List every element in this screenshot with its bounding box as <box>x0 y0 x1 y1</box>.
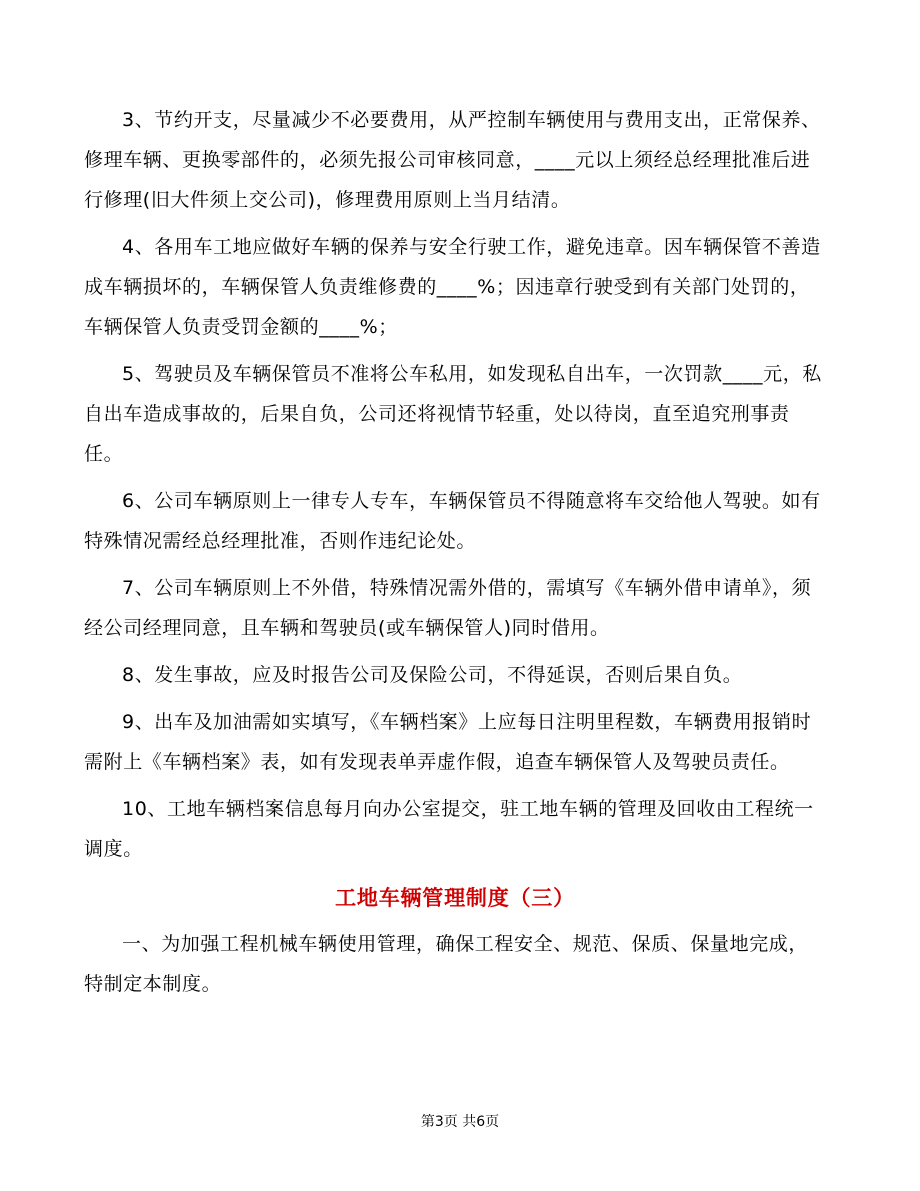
document-body <box>84 100 826 1011</box>
paragraph-item-3: 3、节约开支，尽量减少不必要费用，从严控制车辆使用与费用支出，正常保养、修理车辆、更换零部件的，必须先报公司审核同意，____元以上须经总经理批准后进行修理(旧大件须上交公司)，修理费用原则上当月结清。 <box>84 109 821 211</box>
paragraph-item-4: 4、各用车工地应做好车辆的保养与安全行驶工作，避免违章。因车辆保管不善造成车辆损坏的，车辆保管人负责维修费的____%；因违章行驶受到有关部门处罚的，车辆保管人负责受罚金额的____%； <box>84 236 821 338</box>
paragraph-item-9: 9、出车及加油需如实填写，《车辆档案》上应每日注明里程数，车辆费用报销时需附上《车辆档案》表，如有发现表单弄虚作假，追查车辆保管人及驾驶员责任。 <box>84 711 812 773</box>
paragraph-item-7: 7、公司车辆原则上不外借，特殊情况需外借的，需填写《车辆外借申请单》，须经公司经理同意，且车辆和驾驶员(或车辆保管人)同时借用。 <box>84 577 812 639</box>
paragraph-item-8: 8、发生事故，应及时报告公司及保险公司，不得延误，否则后果自负。 <box>122 664 743 686</box>
paragraph-item-6: 6、公司车辆原则上一律专人专车，车辆保管员不得随意将车交给他人驾驶。如有特殊情况需经总经理批准，否则作违纪论处。 <box>84 490 821 552</box>
paragraph-item-5: 5、驾驶员及车辆保管员不准将公车私用，如发现私自出车，一次罚款____元，私自出车造成事故的，后果自负，公司还将视情节轻重，处以待岗，直至追究刑事责任。 <box>84 363 822 465</box>
section-title: 工地车辆管理制度（三） <box>335 886 575 910</box>
paragraph-item-section-1: 一、为加强工程机械车辆使用管理，确保工程安全、规范、保质、保量地完成，特制定本制度。 <box>84 933 809 995</box>
page-number-footer: 第3页 共6页 <box>420 1114 500 1130</box>
paragraph-item-10: 10、工地车辆档案信息每月向办公室提交，驻工地车辆的管理及回收由工程统一调度。 <box>84 798 814 860</box>
